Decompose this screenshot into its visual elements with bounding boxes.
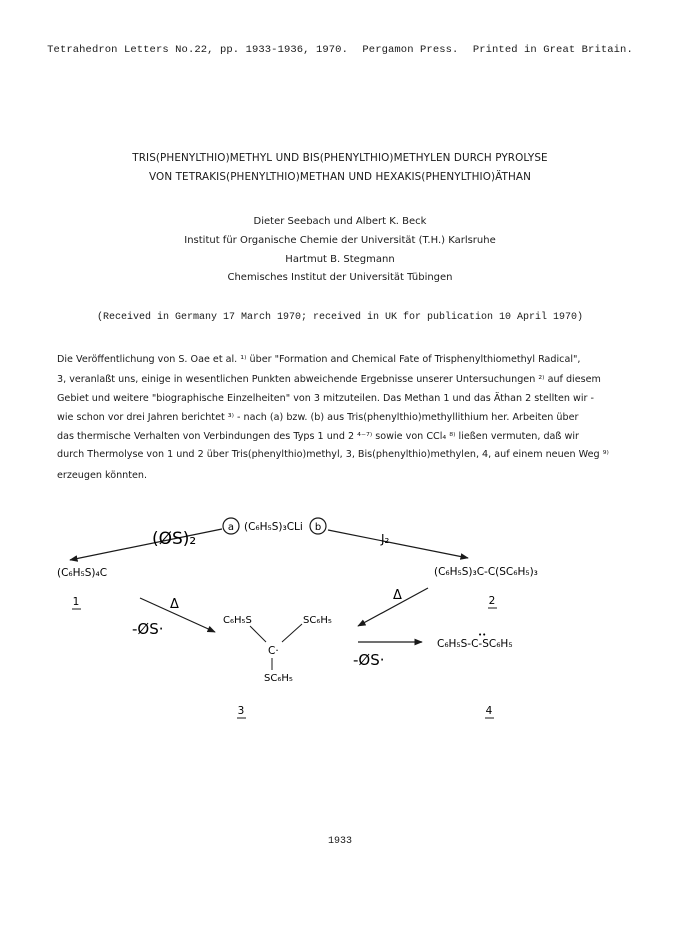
arrow-to-2 (328, 530, 468, 558)
publisher: Pergamon Press. (362, 44, 459, 56)
center-reagent: (C₆H₅S)₃CLi (244, 521, 303, 533)
page-number: 1933 (327, 836, 352, 847)
radical-3-label: 3 (237, 705, 245, 717)
reagent-iodine: J₂ (381, 532, 390, 546)
bond-right (282, 624, 302, 642)
minus-thiyl-right: -ØS· (353, 651, 385, 669)
radical-substituent-bottom: SC₆H₅ (264, 673, 293, 684)
body-line-4: wie schon vor drei Jahren berichtet ³⁾ - nach (a) bzw. (b) aus Tris(phenylthio)methyllithium her. Arbeiten über (57, 412, 579, 423)
delta-right: Δ (393, 588, 402, 603)
author-names-1: Dieter Seebach und Albert K. Beck (253, 216, 427, 227)
body-line-7: erzeugen könnten. (57, 470, 148, 481)
radical-substituent-right: SC₆H₅ (303, 615, 332, 626)
delta-left: Δ (170, 597, 179, 612)
printed-in: Printed in Great Britain. (472, 44, 633, 56)
reaction-scheme (0, 510, 680, 740)
title-line-1: TRIS(PHENYLTHIO)METHYL UND BIS(PHENYLTHIO)METHYLEN DURCH PYROLYSE (132, 152, 548, 164)
compound-2: (C₆H₅S)₃C-C(SC₆H₅)₃ (434, 566, 538, 578)
affiliation-1: Institut für Organische Chemie der Universität (T.H.) Karlsruhe (184, 235, 496, 246)
radical-center: C· (268, 645, 279, 657)
body-line-6: durch Thermolyse von 1 und 2 über Tris(phenylthio)methyl, 3, Bis(phenylthio)methylen, 4, auf einem neuen Weg ⁹⁾ (57, 449, 609, 460)
circle-a-label: a (227, 522, 235, 533)
minus-thiyl-left: -ØS· (132, 620, 164, 638)
running-header (0, 44, 680, 56)
affiliation-2: Chemisches Institut der Universität Tübingen (227, 272, 453, 283)
carbene-lone-pair: •• (478, 631, 487, 639)
author-names-2: Hartmut B. Stegmann (285, 254, 395, 265)
journal-citation: Tetrahedron Letters No.22, pp. 1933-1936, 1970. (47, 44, 348, 56)
reagent-diphenyl-disulfide: (ØS)₂ (152, 529, 197, 549)
radical-substituent-left: C₆H₅S (223, 615, 252, 626)
compound-4-label: 4 (485, 705, 493, 717)
compound-2-label: 2 (488, 595, 496, 607)
received-dates: (Received in Germany 17 March 1970; received in UK for publication 10 April 1970) (96, 312, 584, 323)
circle-b-label: b (314, 522, 322, 533)
body-line-3: Gebiet und weitere "biographische Einzelheiten" von 3 mitzuteilen. Das Methan 1 und das Äthan 2 stellten wir - (57, 393, 594, 404)
body-line-2: 3, veranlaßt uns, einige in wesentlichen Punkten abweichende Ergebnisse unserer Untersuchungen ²⁾ auf diesem (57, 374, 601, 385)
body-line-5: das thermische Verhalten von Verbindungen des Typs 1 und 2 ⁴⁻⁷⁾ sowie von CCl₄ ⁸⁾ ließen vermuten, daß wir (57, 431, 579, 442)
arrow-to-1 (70, 529, 222, 560)
title-line-2: VON TETRAKIS(PHENYLTHIO)METHAN UND HEXAKIS(PHENYLTHIO)ÄTHAN (149, 171, 531, 183)
body-line-1: Die Veröffentlichung von S. Oae et al. ¹⁾ über "Formation and Chemical Fate of Trisphenylthiomethyl Radical", (57, 354, 581, 365)
compound-1-label: 1 (72, 596, 80, 608)
compound-4: C₆H₅S-C-SC₆H₅ (437, 638, 513, 650)
bond-left (250, 626, 266, 642)
compound-1: (C₆H₅S)₄C (57, 567, 108, 579)
